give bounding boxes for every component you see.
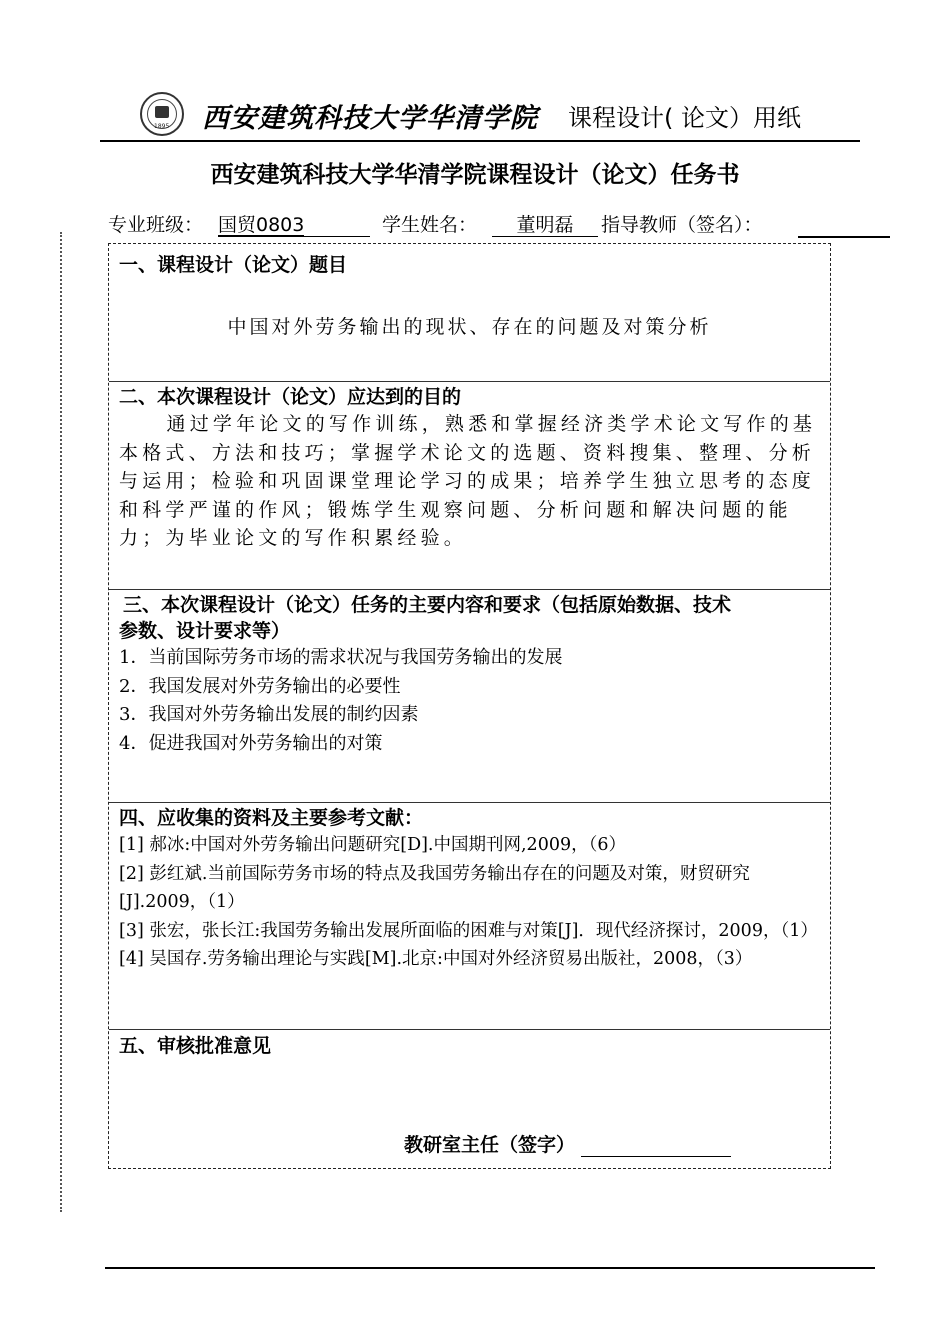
list-item: 4．促进我国对外劳务输出的对策 [119, 732, 383, 754]
class-label: 专业班级： [108, 214, 204, 236]
signature-line [581, 1136, 731, 1157]
list-item: 3．我国对外劳务输出发展的制约因素 [119, 704, 419, 725]
reference-item: [3] 张宏，张长江:我国劳务输出发展所面临的困难与对策[J]．现代经济探讨，2009，（1） [119, 920, 818, 941]
reference-item: [4] 吴国存.劳务输出理论与实践[M].北京:中国对外经济贸易出版社，2008，（3） [119, 949, 753, 969]
page-header [140, 92, 860, 140]
content-list [119, 644, 820, 758]
school-name-logo: 西安建筑科技大学华清学院 [202, 103, 538, 134]
sign-label: 教研室主任（签字） [404, 1134, 576, 1156]
class-value: 国贸0803 [218, 210, 304, 236]
section-heading: 五、审核批准意见 [119, 1035, 272, 1057]
section-content [109, 592, 830, 802]
section-heading-line2: 参数、设计要求等） [119, 620, 291, 642]
class-underline [218, 210, 370, 237]
section-heading-line1: 三、本次课程设计（论文）任务的主要内容和要求（包括原始数据、技术 [123, 594, 732, 616]
section-purpose [109, 384, 830, 589]
task-table [108, 243, 831, 1169]
section-heading: 一、课程设计（论文）题目 [119, 254, 348, 276]
director-signature [404, 1130, 731, 1157]
reference-item: [2] 彭红斌.当前国际劳务市场的特点及我国劳务输出存在的问题及对策，财贸研究[J].2009，（1） [119, 863, 750, 912]
student-label: 学生姓名： [382, 214, 478, 236]
purpose-text: 通过学年论文的写作训练，熟悉和掌握经济类学术论文写作的基本格式、方法和技巧；掌握学术论文的选题、资料搜集、整理、分析与运用；检验和巩固课堂理论学习的成果；培养学生独立思考的态度和科学严谨的作风；锻炼学生观察问题、分析问题和解决问题的能力；为毕业论文的写作积累经验。 [119, 413, 817, 549]
teacher-label: 指导教师（签名）： [601, 214, 763, 236]
teacher-signature-line [798, 210, 890, 238]
binding-margin-line [60, 232, 62, 1212]
section-divider [109, 1029, 830, 1030]
section-heading: 四、应收集的资料及主要参考文献： [119, 807, 424, 829]
topic-text: 中国对外劳务输出的现状、存在的问题及对策分析 [227, 316, 712, 338]
paper-label: 课程设计( 论文）用纸 [568, 104, 801, 132]
list-item: 1．当前国际劳务市场的需求状况与我国劳务输出的发展 [119, 647, 563, 668]
section-divider [109, 802, 830, 803]
section-heading: 二、本次课程设计（论文）应达到的目的 [119, 386, 462, 408]
seal-year: 1895 [154, 123, 170, 130]
section-references [109, 805, 830, 1027]
section-divider [109, 381, 830, 382]
school-seal-logo [140, 92, 184, 136]
reference-item: [1] 郝冰:中国对外劳务输出问题研究[D].中国期刊网,2009，（6） [119, 835, 626, 855]
info-row [108, 210, 898, 240]
document-title: 西安建筑科技大学华清学院课程设计（论文）任务书 [210, 161, 740, 188]
header-divider [100, 140, 860, 142]
section-divider [109, 589, 830, 590]
footer-divider [105, 1267, 875, 1269]
list-item: 2．我国发展对外劳务输出的必要性 [119, 675, 401, 697]
student-value: 董明磊 [492, 210, 598, 237]
section-topic [109, 252, 830, 380]
